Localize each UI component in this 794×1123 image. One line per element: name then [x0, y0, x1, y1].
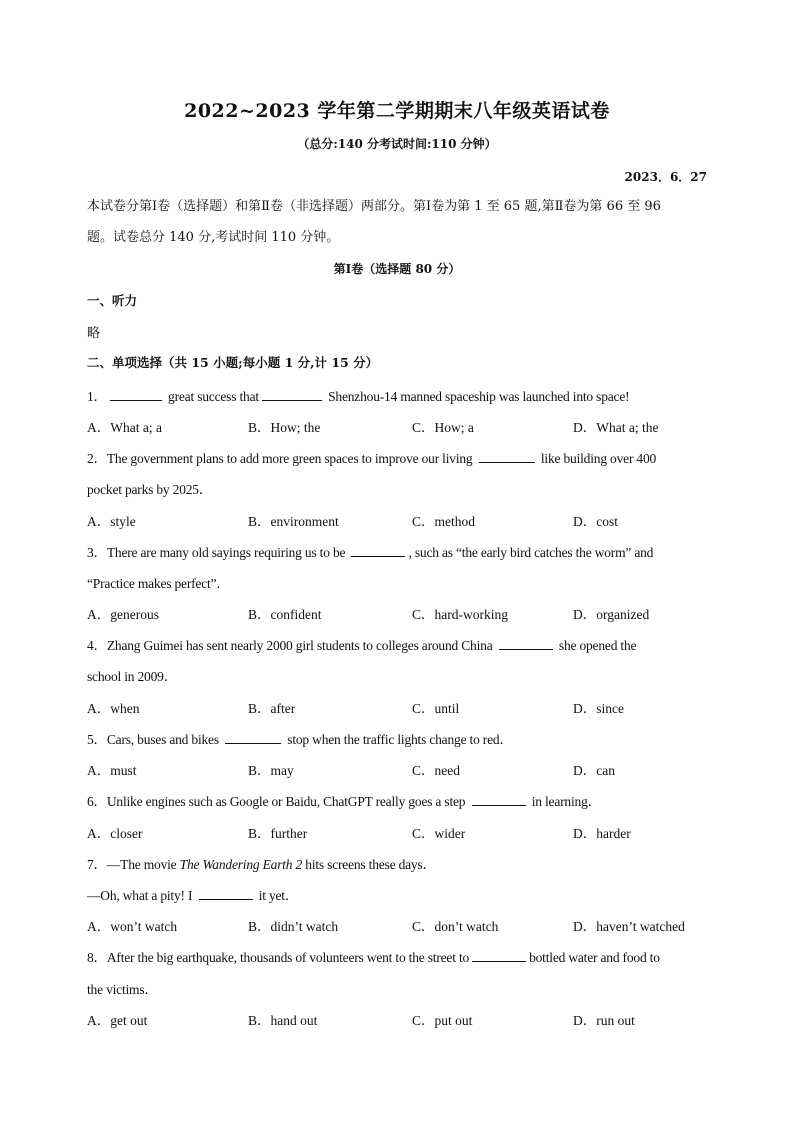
answer-blank[interactable] [110, 388, 162, 401]
option-b[interactable]: B．How; the [248, 420, 321, 435]
answer-blank[interactable] [472, 949, 526, 962]
intro-line-1: 本试卷分第Ⅰ卷（选择题）和第Ⅱ卷（非选择题）两部分。第Ⅰ卷为第 1 至 65 题,第Ⅱ卷为第 66 至 96 [87, 199, 661, 214]
option-a[interactable]: A．style [87, 514, 136, 529]
part1-title: 第Ⅰ卷（选择题 80 分） [333, 262, 461, 276]
question-2: 2．The government plans to add more green spaces to improve our living like building over 400 [87, 451, 657, 466]
option-d[interactable]: D．cost [573, 514, 618, 529]
answer-blank[interactable] [225, 731, 281, 744]
option-a[interactable]: A．closer [87, 826, 143, 841]
option-c[interactable]: C．don’t watch [412, 919, 499, 934]
movie-title: The Wandering Earth 2 [179, 857, 303, 872]
option-c[interactable]: C．wider [412, 826, 466, 841]
option-a[interactable]: A．won’t watch [87, 919, 178, 934]
option-c[interactable]: C．put out [412, 1013, 473, 1028]
section1-content: 略 [87, 326, 101, 341]
question-1: 1． great success that Shenzhou-14 manned spaceship was launched into space! [87, 389, 630, 404]
answer-blank[interactable] [472, 793, 526, 806]
answer-blank[interactable] [351, 544, 405, 557]
exam-date: 2023．6．27 [624, 170, 707, 184]
question-4-line-2: school in 2009． [87, 669, 177, 684]
question-7: 7．—The movie The Wandering Earth 2 hits screens these days． [87, 857, 436, 872]
section1-title: 一、听力 [87, 293, 138, 308]
option-b[interactable]: B．hand out [248, 1013, 318, 1028]
question-6: 6．Unlike engines such as Google or Baidu, ChatGPT really goes a step in learning． [87, 794, 601, 809]
option-d[interactable]: D．organized [573, 607, 650, 622]
question-3: 3．There are many old sayings requiring us to be , such as “the early bird catches the worm” and [87, 545, 654, 560]
option-a[interactable]: A．when [87, 701, 140, 716]
option-b[interactable]: B．may [248, 763, 294, 778]
option-b[interactable]: B．confident [248, 607, 322, 622]
option-a[interactable]: A．What a; a [87, 420, 162, 435]
option-a[interactable]: A．generous [87, 607, 159, 622]
answer-blank[interactable] [262, 388, 322, 401]
option-c[interactable]: C．need [412, 763, 460, 778]
option-b[interactable]: B．didn’t watch [248, 919, 339, 934]
option-c[interactable]: C．How; a [412, 420, 474, 435]
exam-subtitle: （总分:140 分考试时间:110 分钟） [297, 137, 497, 151]
question-4: 4．Zhang Guimei has sent nearly 2000 girl students to colleges around China she opened the [87, 638, 637, 653]
option-b[interactable]: B．environment [248, 514, 339, 529]
answer-blank[interactable] [199, 887, 253, 900]
option-d[interactable]: D．since [573, 701, 624, 716]
intro-line-2: 题。试卷总分 140 分,考试时间 110 分钟。 [87, 230, 340, 245]
option-c[interactable]: C．until [412, 701, 460, 716]
question-2-line-2: pocket parks by 2025． [87, 482, 213, 497]
option-a[interactable]: A．must [87, 763, 137, 778]
option-b[interactable]: B．further [248, 826, 308, 841]
option-d[interactable]: D．run out [573, 1013, 635, 1028]
question-7-line-2: —Oh, what a pity! I it yet． [87, 888, 299, 903]
option-a[interactable]: A．get out [87, 1013, 148, 1028]
option-d[interactable]: D．can [573, 763, 615, 778]
question-5: 5．Cars, buses and bikes stop when the traffic lights change to red． [87, 732, 513, 747]
question-8-line-2: the victims． [87, 982, 158, 997]
option-c[interactable]: C．method [412, 514, 475, 529]
section2-title: 二、单项选择（共 15 小题;每小题 1 分,计 15 分） [87, 355, 379, 370]
option-d[interactable]: D．What a; the [573, 420, 659, 435]
answer-blank[interactable] [499, 637, 553, 650]
intro-paragraph [87, 191, 709, 253]
option-b[interactable]: B．after [248, 701, 296, 716]
question-3-line-2: “Practice makes perfect”． [87, 576, 230, 591]
answer-blank[interactable] [479, 450, 535, 463]
question-8: 8．After the big earthquake, thousands of volunteers went to the street to bottled water and food to [87, 950, 660, 965]
option-d[interactable]: D．harder [573, 826, 631, 841]
option-c[interactable]: C．hard-working [412, 607, 508, 622]
option-d[interactable]: D．haven’t watched [573, 919, 685, 934]
page-title: 2022~2023 学年第二学期期末八年级英语试卷 [184, 100, 610, 122]
